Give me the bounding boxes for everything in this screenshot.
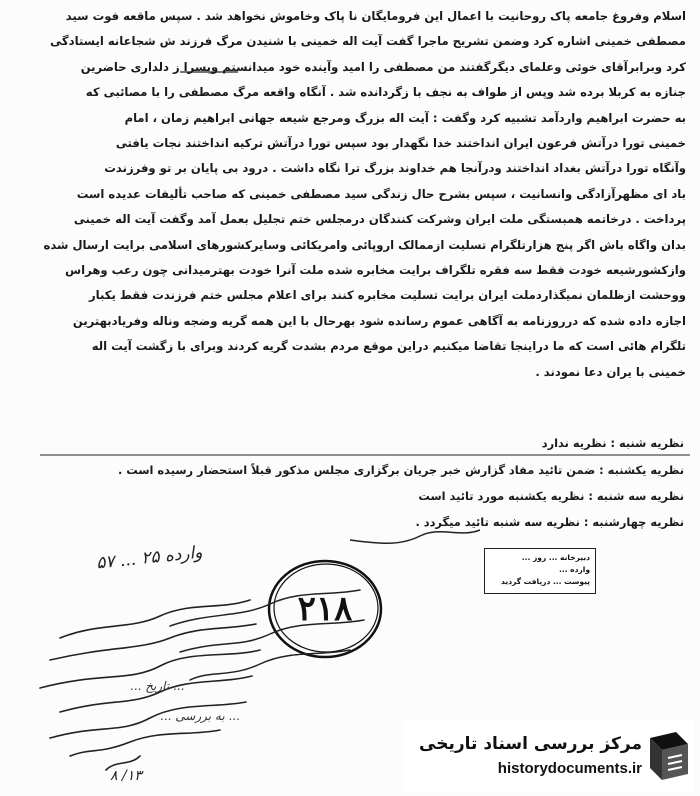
body-line: به حضرت ابراهیم واردآمد تشبیه کرد وگفت : آیت اله بزرگ ومرجع شیعه جهانی ابراهیم زمان ، امام <box>124 110 686 125</box>
handwritten-scribble <box>150 570 380 700</box>
stamp-line: دبیرخانه ... روز ... <box>521 553 590 562</box>
circled-number: ۲۱۸ <box>297 589 353 629</box>
archive-watermark <box>404 720 694 792</box>
body-line: تلگرام هائی است که ما دراینجا تقاضا میکنیم دراین موقع مردم بشدت گریه کردند وبرای با زگشت آیت اله <box>91 339 686 354</box>
report-body <box>26 4 686 385</box>
archive-logo-icon <box>646 730 692 782</box>
archive-title: مرکز بررسی اسناد تاریخی <box>419 734 642 754</box>
archive-url: historydocuments.ir <box>497 760 642 777</box>
body-line: وازکشورشیعه خودت فقط سه فقره تلگراف برایت مخابره شده ملت آنرا خودت بهترمیدانی چون رعب وهراس <box>65 263 686 278</box>
initials-mark <box>340 520 490 556</box>
note-saturday: نظریه شنبه : نظریه ندارد <box>541 436 684 450</box>
note-wednesday: نظریه چهارشنبه : نظریه سه شنبه تائید میگردد . <box>415 515 684 529</box>
body-line: اجازه داده شده که درروزنامه به آگاهی عموم رسانده شود بهرحال با این همه گریه وضجه وناله وفریادبهترین <box>72 313 686 328</box>
body-line: کرد وبرابرآقای خوئی وعلمای دیگرگفتند من مصطفی را امید وآینده خود میدانستم وپسرا ز دلداری حاضرین <box>80 59 686 74</box>
handwritten-line: ... تاریخ ... <box>130 679 185 693</box>
registry-stamp <box>484 548 596 594</box>
body-line: وآنگاه تورا درآتش بغداد انداختند ودرآنجا هم خداوند بزرگ ترا نگاه داشت . درود بی پایان بر تو وفرزندت <box>104 161 686 176</box>
note-sunday: نظریه یکشنبه : ضمن تائید مفاد گزارش خبر جریان برگزاری مجلس مذکور قبلاً استحضار رسیده است . <box>117 463 684 477</box>
body-line: خمینی با یران دعا نمودند . <box>535 364 686 379</box>
body-line: خمینی تورا درآتش فرعون ایران انداختند خدا نگهدار بود سپس تورا درآتش ترکیه انداختند نجات یافتی <box>115 136 686 151</box>
body-line: اسلام وفروغ جامعه پاک روحانیت با اعمال این فرومایگان نا پاک وخاموش نخواهد شد . سپس ماقعه فوت سید <box>65 9 686 23</box>
handwritten-note: وارده ۲۵ ... ۵۷ <box>95 542 204 574</box>
stamp-line: وارده ... <box>559 565 590 574</box>
handwritten-date: ۱۳/ ۸ <box>110 768 142 784</box>
body-line: مصطفی خمینی اشاره کرد وضمن تشریح ماجرا گفت آیت اله خمینی با شنیدن مرگ فرزند ش شجاعانه ایستادگی <box>50 34 686 49</box>
body-line: ووحشت ازظلمان نمیگذاردملت ایران برایت تسلیت مخابره کنند برای اعلام مجلس ختم فرزندت فقط یکبار <box>89 288 686 303</box>
note-tuesday: نظریه سه شنبه : نظریه یکشنبه مورد تائید است <box>418 489 684 503</box>
body-line: باد ای مظهرآزادگی وانسانیت ، سپس بشرح حال زندگی سید مصطفی خمینی که صاحب تألیفات عدیده است <box>76 186 686 201</box>
body-line: جنازه به کربلا برده شد وپس از طواف به نجف با زگردانده شد . آنگاه واقعه مرگ مصطفی را با مصائبی که <box>85 85 686 100</box>
body-line: پرداخت . درخاتمه همبستگی ملت ایران وشرکت کنندگان درمجلس ختم تجلیل بعمل آمد وگفت آیت اله خمینی <box>73 212 686 227</box>
body-line: بدان واگاه باش اگر پنج هزارتلگرام تسلیت ازممالک اروپائی وامریکائی وسایرکشورهای اسلامی برایت ارسال شده <box>43 237 686 252</box>
handwritten-line: ... به بررسی ... <box>160 709 240 723</box>
stamp-line: پیوست ... دریافت گردید <box>501 577 590 586</box>
